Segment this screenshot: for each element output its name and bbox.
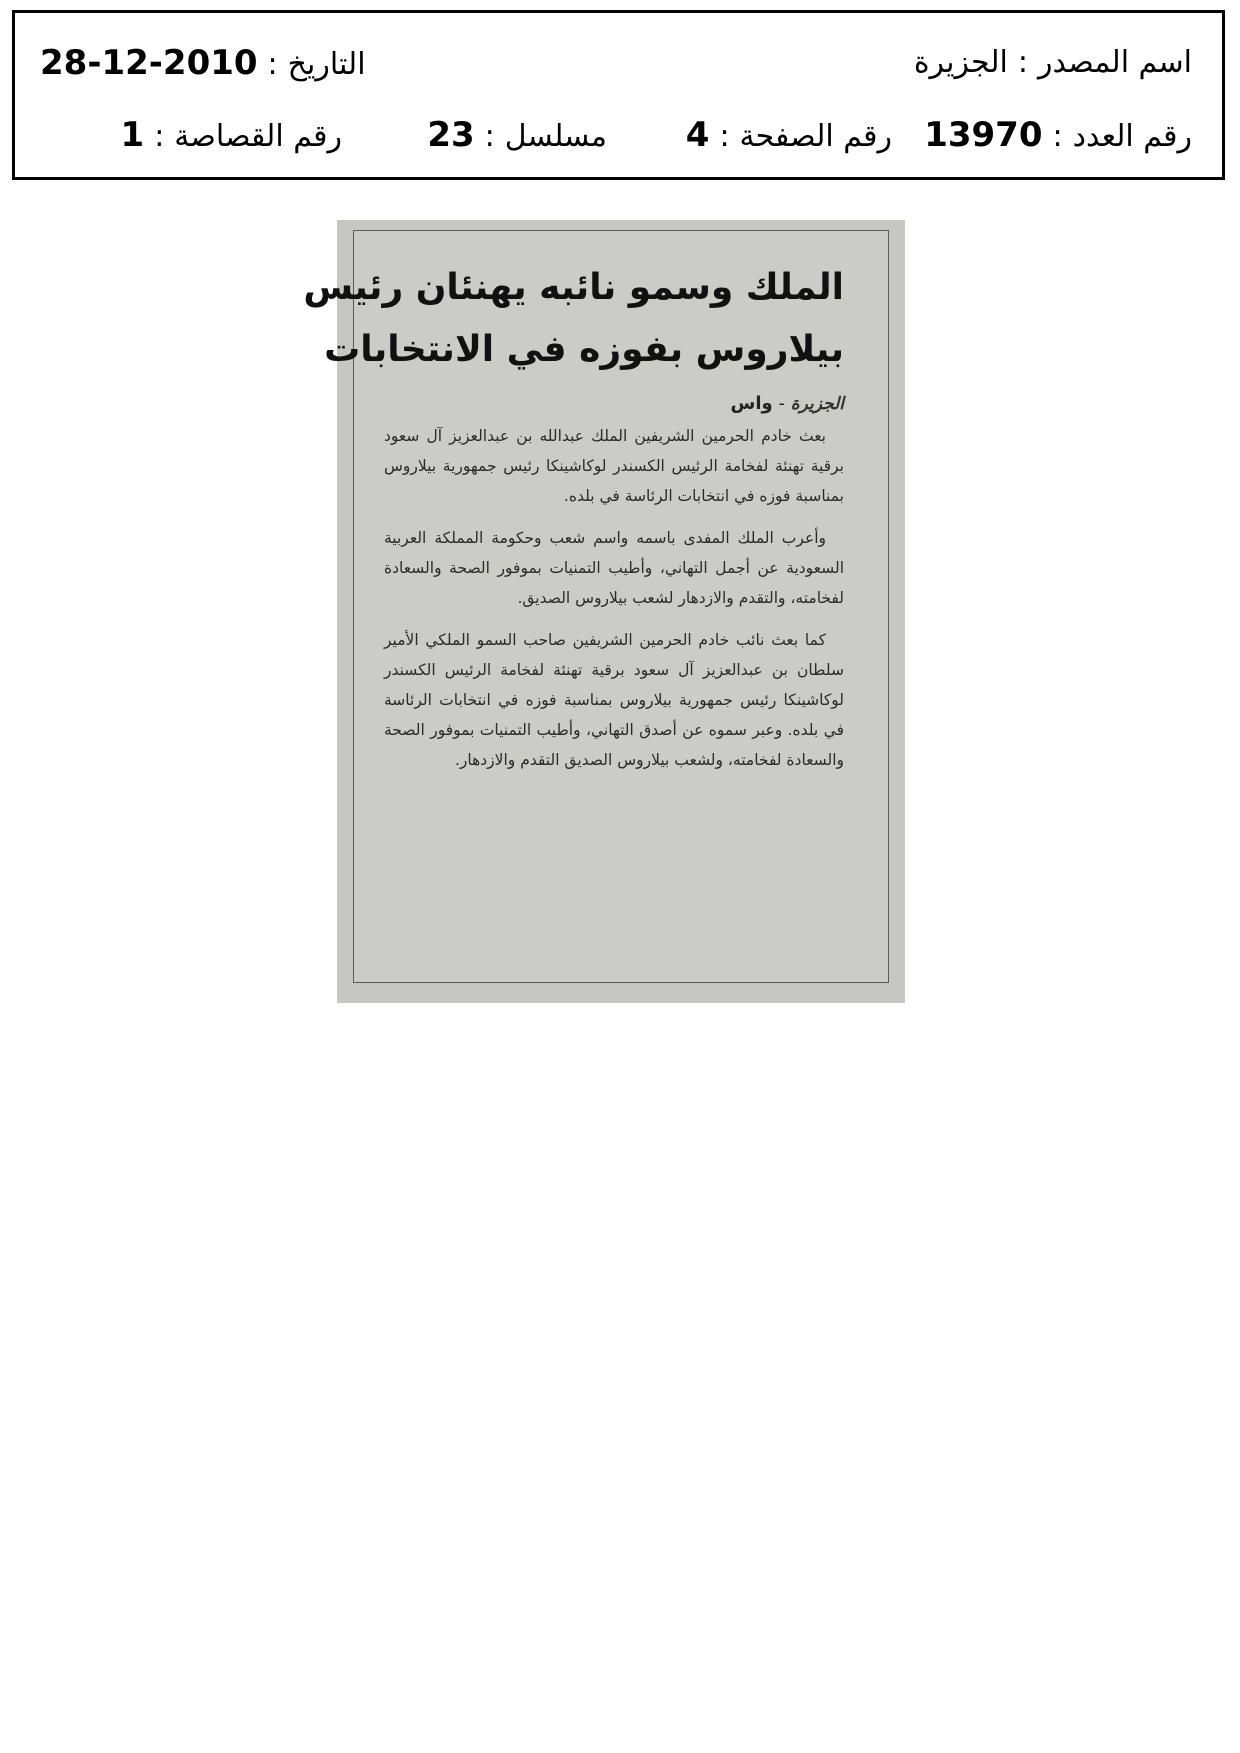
source-label: اسم المصدر bbox=[1037, 45, 1192, 80]
article-headline bbox=[303, 257, 844, 381]
metadata-header bbox=[12, 10, 1225, 180]
serial-field: مسلسل:23 bbox=[427, 115, 607, 155]
article-paragraph-3: كما بعث نائب خادم الحرمين الشريفين صاحب السمو الملكي الأمير سلطان بن عبدالعزيز آل سعود برقية تهنئة لفخامة الرئيس الكسندر لوكاشينكا رئيس جمهورية بيلاروس بمناسبة فوزه في انتخابات الرئاسة في بلده. وعبر سموه عن أصدق التهاني، وأطيب التمنيات بموفور الصحة والسعادة لفخامته، ولشعب بيلاروس الصديق التقدم والازدهار. bbox=[384, 631, 844, 769]
page-value: 4 bbox=[685, 115, 710, 155]
article-body bbox=[384, 421, 844, 787]
page-field: رقم الصفحة:4 bbox=[685, 115, 892, 155]
clipping-label: رقم القصاصة bbox=[174, 119, 342, 154]
clipping-value: 1 bbox=[120, 115, 145, 155]
issue-field: رقم العدد:13970 bbox=[924, 115, 1192, 155]
date-value: 2010-12-28 bbox=[40, 43, 258, 83]
headline-line-1: الملك وسمو نائبه يهنئان رئيس bbox=[303, 267, 844, 308]
serial-label: مسلسل bbox=[504, 119, 607, 154]
issue-label: رقم العدد bbox=[1072, 119, 1192, 154]
issue-value: 13970 bbox=[924, 115, 1043, 155]
serial-value: 23 bbox=[427, 115, 475, 155]
date-label: التاريخ bbox=[287, 47, 366, 82]
article-paragraph-1: بعث خادم الحرمين الشريفين الملك عبدالله بن عبدالعزيز آل سعود برقية تهنئة لفخامة الرئيس الكسندر لوكاشينكا رئيس جمهورية بيلاروس بمناسبة فوزه في انتخابات الرئاسة في بلده. bbox=[384, 427, 844, 505]
source-field: اسم المصدر:الجزيرة bbox=[913, 45, 1192, 80]
clipping-frame bbox=[303, 230, 889, 983]
article-byline bbox=[731, 393, 844, 414]
byline-dash: - bbox=[778, 393, 785, 414]
article-paragraph-2: وأعرب الملك المفدى باسمه واسم شعب وحكومة المملكة العربية السعودية عن أجمل التهاني، وأطيب التمنيات بموفور الصحة والسعادة لفخامته، والتقدم والازدهار لشعب بيلاروس الصديق. bbox=[384, 529, 844, 607]
clipping-field: رقم القصاصة:1 bbox=[120, 115, 342, 155]
news-agency: واس bbox=[730, 393, 773, 414]
page-label: رقم الصفحة bbox=[739, 119, 892, 154]
headline-line-2: بيلاروس بفوزه في الانتخابات bbox=[324, 329, 844, 370]
newspaper-clipping bbox=[303, 220, 905, 1003]
source-value: الجزيرة bbox=[913, 45, 1008, 80]
newspaper-logo: الجزيرة bbox=[790, 394, 844, 414]
date-field: التاريخ:2010-12-28 bbox=[40, 43, 366, 83]
